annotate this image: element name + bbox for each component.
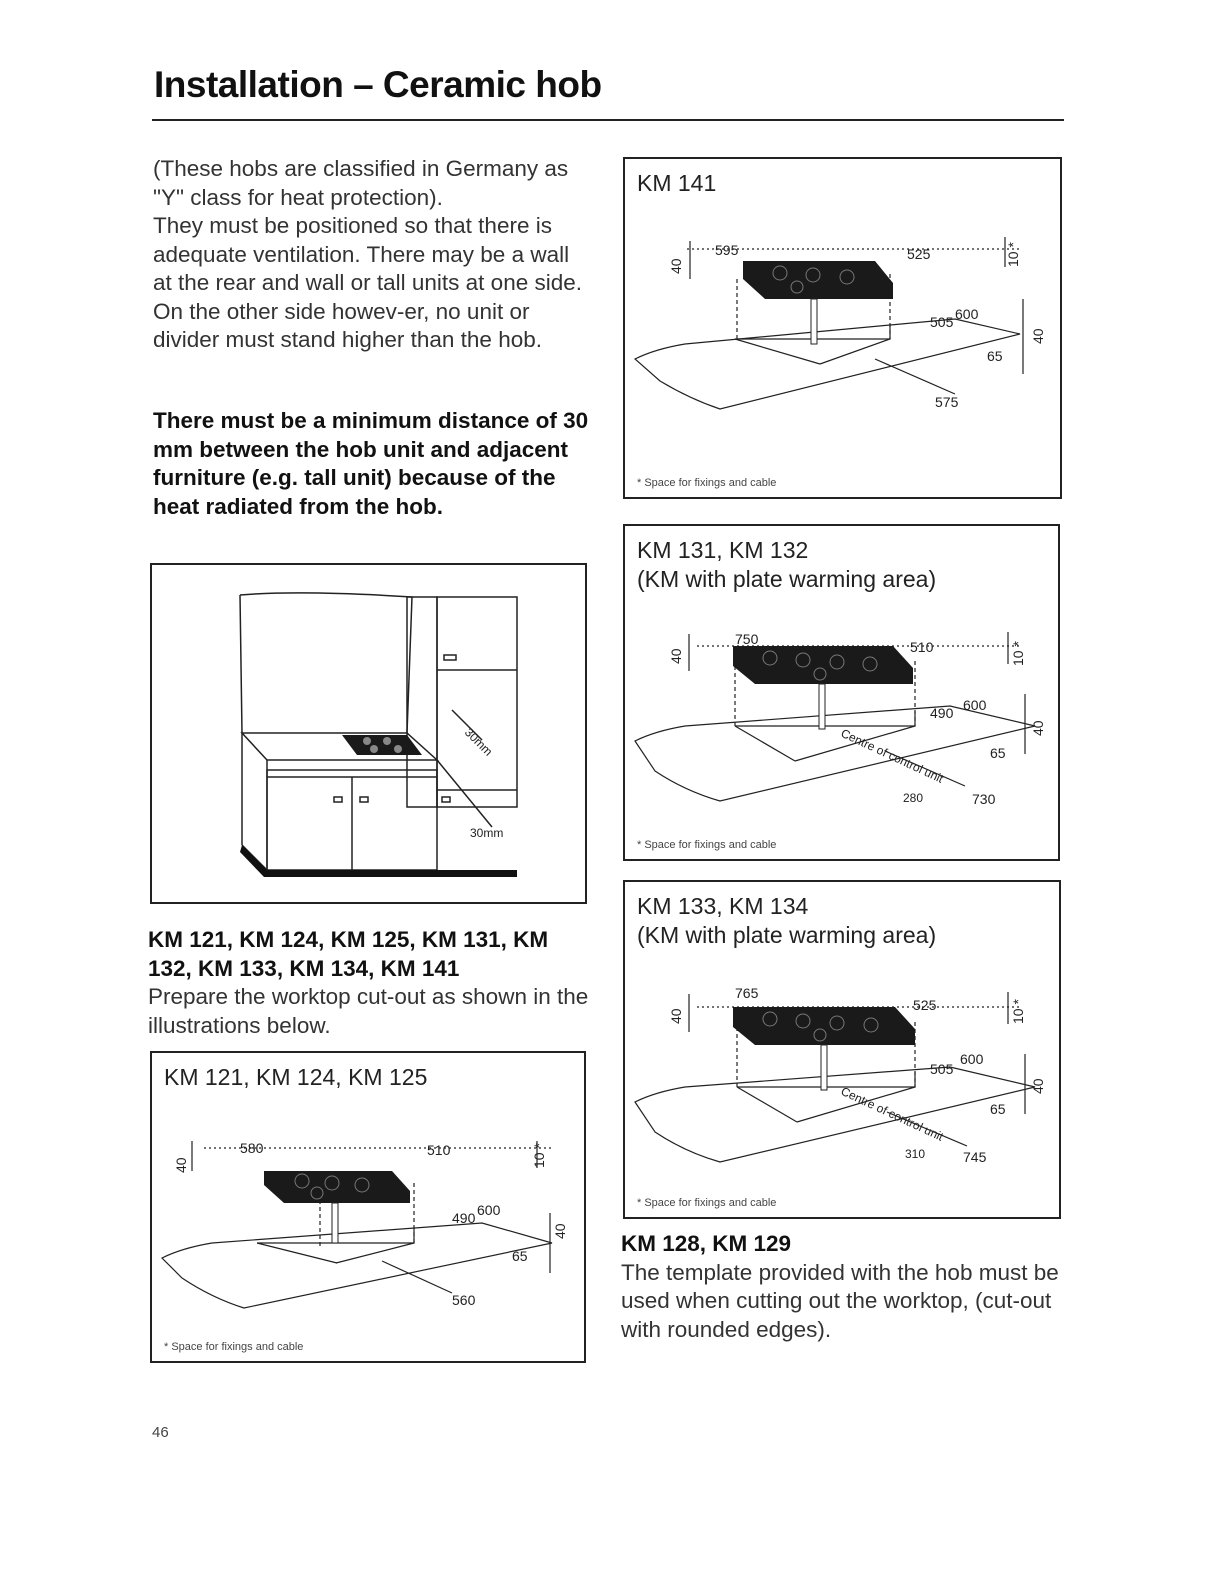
kitchen-illustration xyxy=(150,563,587,904)
km128-heading: KM 128, KM 129 xyxy=(621,1231,792,1256)
km121-drawing xyxy=(152,1053,588,1365)
diagram-km133-title: KM 133, KM 134 xyxy=(637,893,809,919)
km121-d600: 600 xyxy=(477,1202,501,1218)
km141-d505: 505 xyxy=(930,314,954,330)
diagram-km121-footnote: * Space for fixings and cable xyxy=(164,1341,304,1353)
km121-d40a: 40 xyxy=(173,1157,189,1173)
km131-drawing xyxy=(625,526,1062,863)
kitchen-label-bottom: 30mm xyxy=(470,826,504,840)
diagram-km141-footnote: * Space for fixings and cable xyxy=(637,477,777,489)
km131-d65: 65 xyxy=(990,745,1006,761)
km121-d10: 10 * xyxy=(531,1143,547,1168)
km133-d65: 65 xyxy=(990,1101,1006,1117)
km141-d40b: 40 xyxy=(1030,328,1046,344)
km121-d560: 560 xyxy=(452,1292,476,1308)
km141-d575: 575 xyxy=(935,394,959,410)
title-rule xyxy=(152,119,1064,121)
km133-d310: 310 xyxy=(905,1147,926,1161)
km141-drawing xyxy=(625,159,1064,501)
km133-depth: 525 xyxy=(913,997,937,1013)
models-text: Prepare the worktop cut-out as shown in the illustrations below. xyxy=(148,984,589,1038)
km133-d10: 10 * xyxy=(1010,999,1026,1024)
models-heading: KM 121, KM 124, KM 125, KM 131, KM 132, KM 133, KM 134, KM 141 xyxy=(148,927,549,981)
km131-d490: 490 xyxy=(930,705,954,721)
km128-text: The template provided with the hob must be used when cutting out the worktop, (cut-out with rounded edges). xyxy=(621,1259,1059,1342)
km121-d40b: 40 xyxy=(552,1223,568,1239)
km133-d40a: 40 xyxy=(668,1008,684,1024)
km133-width: 765 xyxy=(735,985,759,1001)
intro-paragraph-1: (These hobs are classified in Germany as "Y" class for heat protection). xyxy=(153,156,569,210)
diagram-km141 xyxy=(623,157,1062,499)
km133-centre-label: Centre of control unit xyxy=(838,1084,946,1144)
km131-d40a: 40 xyxy=(668,648,684,664)
page-number: 46 xyxy=(152,1424,169,1441)
diagram-km131-subtitle: (KM with plate warming area) xyxy=(637,566,937,592)
km133-d745: 745 xyxy=(963,1149,987,1165)
km131-centre-label: Centre of control unit xyxy=(838,726,946,786)
km121-d490: 490 xyxy=(452,1210,476,1226)
diagram-km133 xyxy=(623,880,1061,1219)
km131-width: 750 xyxy=(735,631,759,647)
km133-d40b: 40 xyxy=(1030,1078,1046,1094)
diagram-km121 xyxy=(150,1051,586,1363)
diagram-km133-footnote: * Space for fixings and cable xyxy=(637,1197,777,1209)
km121-d65: 65 xyxy=(512,1248,528,1264)
km141-d65: 65 xyxy=(987,348,1003,364)
diagram-km131 xyxy=(623,524,1060,861)
km121-depth: 510 xyxy=(427,1142,451,1158)
km141-d600: 600 xyxy=(955,306,979,322)
km131-d730: 730 xyxy=(972,791,996,807)
km131-d280: 280 xyxy=(903,791,924,805)
intro-paragraph-2: They must be positioned so that there is adequate ventilation. There may be a wall at the rear and wall or tall units at one side. On the other side howev-er, no unit or divider must stand higher than the hob. xyxy=(153,213,582,352)
kitchen-drawing xyxy=(152,565,589,906)
km141-width: 595 xyxy=(715,242,739,258)
km141-depth: 525 xyxy=(907,246,931,262)
km141-d40a: 40 xyxy=(668,258,684,274)
km133-d505: 505 xyxy=(930,1061,954,1077)
km131-d600: 600 xyxy=(963,697,987,713)
diagram-km141-title: KM 141 xyxy=(637,170,717,196)
km121-width: 580 xyxy=(240,1140,264,1156)
km131-d40b: 40 xyxy=(1030,720,1046,736)
km133-drawing xyxy=(625,882,1063,1221)
heat-warning: There must be a minimum distance of 30 mm between the hob unit and adjacent furniture (e.g. tall unit) because of the heat radiated from the hob. xyxy=(153,408,589,519)
km131-depth: 510 xyxy=(910,639,934,655)
diagram-km133-subtitle: (KM with plate warming area) xyxy=(637,922,937,948)
km128-section xyxy=(621,1230,1071,1344)
kitchen-label-top: 30mm xyxy=(461,725,496,759)
diagram-km121-title: KM 121, KM 124, KM 125 xyxy=(164,1064,428,1090)
km133-d600: 600 xyxy=(960,1051,984,1067)
models-section xyxy=(148,926,598,1040)
diagram-km131-title: KM 131, KM 132 xyxy=(637,537,809,563)
km131-d10: 10 * xyxy=(1010,641,1026,666)
diagram-km131-footnote: * Space for fixings and cable xyxy=(637,839,777,851)
intro-text xyxy=(153,155,593,355)
km141-d10: 10 * xyxy=(1005,242,1021,267)
page-title: Installation – Ceramic hob xyxy=(154,64,602,105)
